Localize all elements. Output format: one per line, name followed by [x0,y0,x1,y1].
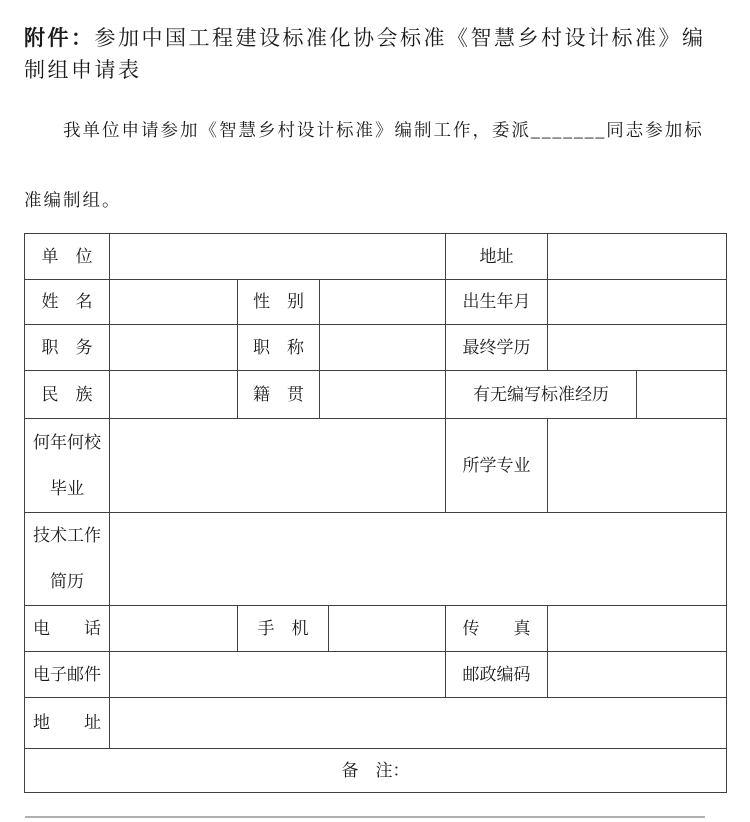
intro-line2: 准编制组。 [24,190,122,210]
professional-title-value-cell[interactable] [320,325,446,371]
email-label: 电子邮件 [25,652,110,698]
fax-label: 传 真 [446,606,548,652]
career-history-label: 技术工作简历 [25,513,110,606]
title-text: 参加中国工程建设标准化协会标准《智慧乡村设计标准》编制组申请表 [24,26,706,82]
table-row [25,419,727,513]
address-top-label: 地址 [446,234,548,280]
postal-code-value-cell[interactable] [548,652,727,698]
page-title [24,22,728,86]
standard-experience-label: 有无编写标准经历 [446,371,637,419]
gender-label: 性 别 [238,280,320,325]
intro-paragraph [24,95,734,235]
ethnicity-value-cell[interactable] [110,371,238,419]
phone-value-cell[interactable] [110,606,238,652]
mobile-label: 手 机 [238,606,329,652]
native-place-label: 籍 贯 [238,371,320,419]
attachment-label: 附件： [24,26,95,50]
career-history-value-cell[interactable] [110,513,727,606]
position-label: 职 务 [25,325,110,371]
education-label: 最终学历 [446,325,548,371]
name-value-cell[interactable] [110,280,238,325]
email-value-cell[interactable] [110,652,446,698]
fax-value-cell[interactable] [548,606,727,652]
address-top-value-cell[interactable] [548,234,727,280]
intro-line1: 我单位申请参加《智慧乡村设计标准》编制工作，委派_______同志参加标 [63,120,704,140]
application-form-table [24,233,727,793]
gender-value-cell[interactable] [320,280,446,325]
standard-experience-value-cell[interactable] [637,371,727,419]
graduation-label: 何年何校毕业 [25,419,110,513]
birth-date-value-cell[interactable] [548,280,727,325]
position-value-cell[interactable] [110,325,238,371]
major-value-cell[interactable] [548,419,727,513]
table-row [25,371,727,419]
birth-date-label: 出生年月 [446,280,548,325]
remarks-label: 备 注： [25,749,727,793]
address-bottom-value-cell[interactable] [110,698,727,749]
unit-label: 单 位 [25,234,110,280]
native-place-value-cell[interactable] [320,371,446,419]
table-row [25,652,727,698]
name-label: 姓 名 [25,280,110,325]
table-row [25,280,727,325]
footer-divider [25,816,705,818]
ethnicity-label: 民 族 [25,371,110,419]
table-row [25,606,727,652]
major-label: 所学专业 [446,419,548,513]
table-row [25,749,727,793]
professional-title-label: 职 称 [238,325,320,371]
phone-label: 电 话 [25,606,110,652]
mobile-value-cell[interactable] [329,606,446,652]
table-row [25,513,727,606]
graduation-value-cell[interactable] [110,419,446,513]
table-row [25,698,727,749]
education-value-cell[interactable] [548,325,727,371]
address-bottom-label: 地 址 [25,698,110,749]
table-row [25,325,727,371]
unit-value-cell[interactable] [110,234,446,280]
postal-code-label: 邮政编码 [446,652,548,698]
table-row [25,234,727,280]
